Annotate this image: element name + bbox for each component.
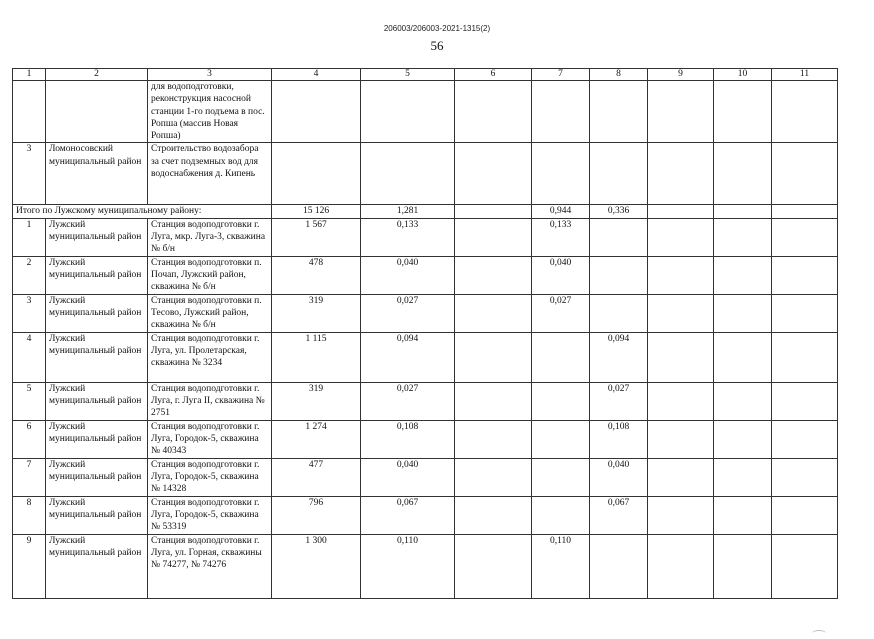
table-row [13,458,838,496]
value-cell: 0,040 [532,256,590,294]
value-cell: 0,067 [590,496,648,534]
cell [272,81,361,143]
value-cell [455,496,532,534]
cell [714,294,772,332]
cell [648,294,714,332]
value-cell: 478 [272,256,361,294]
district-cell: Лужский муниципальный район [46,534,148,598]
cell [648,420,714,458]
value-cell: 319 [272,382,361,420]
value-cell [532,332,590,382]
value-cell: 1 115 [272,332,361,382]
cell [772,458,838,496]
cell [772,382,838,420]
value-cell [590,534,648,598]
column-number-row [13,69,838,81]
total-row [13,205,838,218]
object-cell: Станция водоподготовки г. Луга, г. Луга II, скважина № 2751 [148,382,272,420]
column-number: 6 [455,69,532,81]
row-number-cell: 2 [13,256,46,294]
cell [361,81,455,143]
cell [772,205,838,218]
cell [772,534,838,598]
total-value: 0,944 [532,205,590,218]
cell [648,256,714,294]
table-row [13,496,838,534]
value-cell: 0,027 [532,294,590,332]
value-cell [455,382,532,420]
district-cell [46,81,148,143]
total-label: Итого по Лужскому муниципальному району: [13,205,272,218]
value-cell [590,294,648,332]
cell [714,534,772,598]
table-row [13,143,838,205]
cell [772,332,838,382]
column-number: 11 [772,69,838,81]
value-cell: 0,040 [590,458,648,496]
table-row [13,382,838,420]
cell [714,218,772,256]
row-number-cell: 5 [13,382,46,420]
total-value: 15 126 [272,205,361,218]
cell [714,256,772,294]
value-cell: 796 [272,496,361,534]
cell [590,143,648,205]
value-cell: 0,108 [361,420,455,458]
table-row [13,420,838,458]
cell [772,81,838,143]
cell [714,458,772,496]
row-number-cell: 6 [13,420,46,458]
object-cell: Строительство водозабора за счет подземных вод для водоснабжения д. Кипень [148,143,272,205]
object-cell: Станция водоподготовки г. Луга, ул. Горная, скважины № 74277, № 74276 [148,534,272,598]
cell [648,458,714,496]
table-row [13,81,838,143]
cell [714,81,772,143]
cell [455,143,532,205]
column-number: 10 [714,69,772,81]
row-number-cell: 8 [13,496,46,534]
district-cell: Ломоносовский муниципальный район [46,143,148,205]
district-cell: Лужский муниципальный район [46,294,148,332]
table-row [13,332,838,382]
district-cell: Лужский муниципальный район [46,458,148,496]
value-cell [455,420,532,458]
cell [272,143,361,205]
district-cell: Лужский муниципальный район [46,420,148,458]
cell [361,143,455,205]
row-number-cell: 7 [13,458,46,496]
row-number-cell: 3 [13,294,46,332]
cell [648,382,714,420]
column-number: 2 [46,69,148,81]
district-cell: Лужский муниципальный район [46,256,148,294]
column-number: 4 [272,69,361,81]
scan-artifact [812,630,826,637]
cell [532,143,590,205]
cell [648,332,714,382]
total-value [455,205,532,218]
table-row [13,256,838,294]
value-cell: 0,040 [361,256,455,294]
row-number-cell: 4 [13,332,46,382]
value-cell [590,256,648,294]
value-cell [455,458,532,496]
cell [455,81,532,143]
column-number: 1 [13,69,46,81]
cell [772,496,838,534]
value-cell: 0,067 [361,496,455,534]
cell [772,218,838,256]
value-cell: 0,110 [532,534,590,598]
district-cell: Лужский муниципальный район [46,218,148,256]
object-cell: Станция водоподготовки г. Луга, Городок-5, скважина № 40343 [148,420,272,458]
row-number-cell [13,81,46,143]
value-cell: 0,094 [590,332,648,382]
cell [714,205,772,218]
table-row [13,534,838,598]
cell [714,496,772,534]
value-cell [532,496,590,534]
value-cell [455,256,532,294]
district-cell: Лужский муниципальный район [46,332,148,382]
value-cell: 0,094 [361,332,455,382]
column-number: 8 [590,69,648,81]
cell [648,81,714,143]
value-cell: 0,040 [361,458,455,496]
cell [714,332,772,382]
value-cell [455,294,532,332]
cell [772,143,838,205]
value-cell: 1 274 [272,420,361,458]
row-number-cell: 9 [13,534,46,598]
cell [648,496,714,534]
cell [648,534,714,598]
object-cell: Станция водоподготовки г. Луга, Городок-5, скважина № 14328 [148,458,272,496]
object-cell: для водоподготовки, реконструкция насосной станции 1-го подъема в пос. Ропша (массив Новая Ропша) [148,81,272,143]
cell [648,205,714,218]
cell [648,143,714,205]
value-cell [455,534,532,598]
table-row [13,218,838,256]
district-cell: Лужский муниципальный район [46,496,148,534]
value-cell: 0,027 [361,294,455,332]
district-cell: Лужский муниципальный район [46,382,148,420]
value-cell [455,332,532,382]
cell [772,294,838,332]
value-cell [455,218,532,256]
value-cell: 0,133 [361,218,455,256]
object-cell: Станция водоподготовки п. Почап, Лужский район, скважина № б/н [148,256,272,294]
cell [714,420,772,458]
column-number: 7 [532,69,590,81]
value-cell: 319 [272,294,361,332]
row-number-cell: 1 [13,218,46,256]
value-cell [532,382,590,420]
cell [772,256,838,294]
cell [714,143,772,205]
document-id: 206003/206003-2021-1315(2) [383,24,491,33]
value-cell: 1 300 [272,534,361,598]
cell [772,420,838,458]
value-cell [590,218,648,256]
value-cell: 477 [272,458,361,496]
value-cell: 1 567 [272,218,361,256]
object-cell: Станция водоподготовки п. Тесово, Лужский район, скважина № б/н [148,294,272,332]
cell [532,81,590,143]
column-number: 9 [648,69,714,81]
data-table [12,68,838,599]
cell [714,382,772,420]
value-cell [532,420,590,458]
cell [590,81,648,143]
column-number: 5 [361,69,455,81]
object-cell: Станция водоподготовки г. Луга, ул. Пролетарская, скважина № 3234 [148,332,272,382]
total-value: 0,336 [590,205,648,218]
page-number: 56 [430,38,444,53]
value-cell [532,458,590,496]
cell [648,218,714,256]
value-cell: 0,027 [590,382,648,420]
value-cell: 0,133 [532,218,590,256]
value-cell: 0,108 [590,420,648,458]
object-cell: Станция водоподготовки г. Луга, Городок-5, скважина № 53319 [148,496,272,534]
total-value: 1,281 [361,205,455,218]
object-cell: Станция водоподготовки г. Луга, мкр. Луга-3, скважина № б/н [148,218,272,256]
row-number-cell: 3 [13,143,46,205]
table-row [13,294,838,332]
value-cell: 0,110 [361,534,455,598]
column-number: 3 [148,69,272,81]
value-cell: 0,027 [361,382,455,420]
